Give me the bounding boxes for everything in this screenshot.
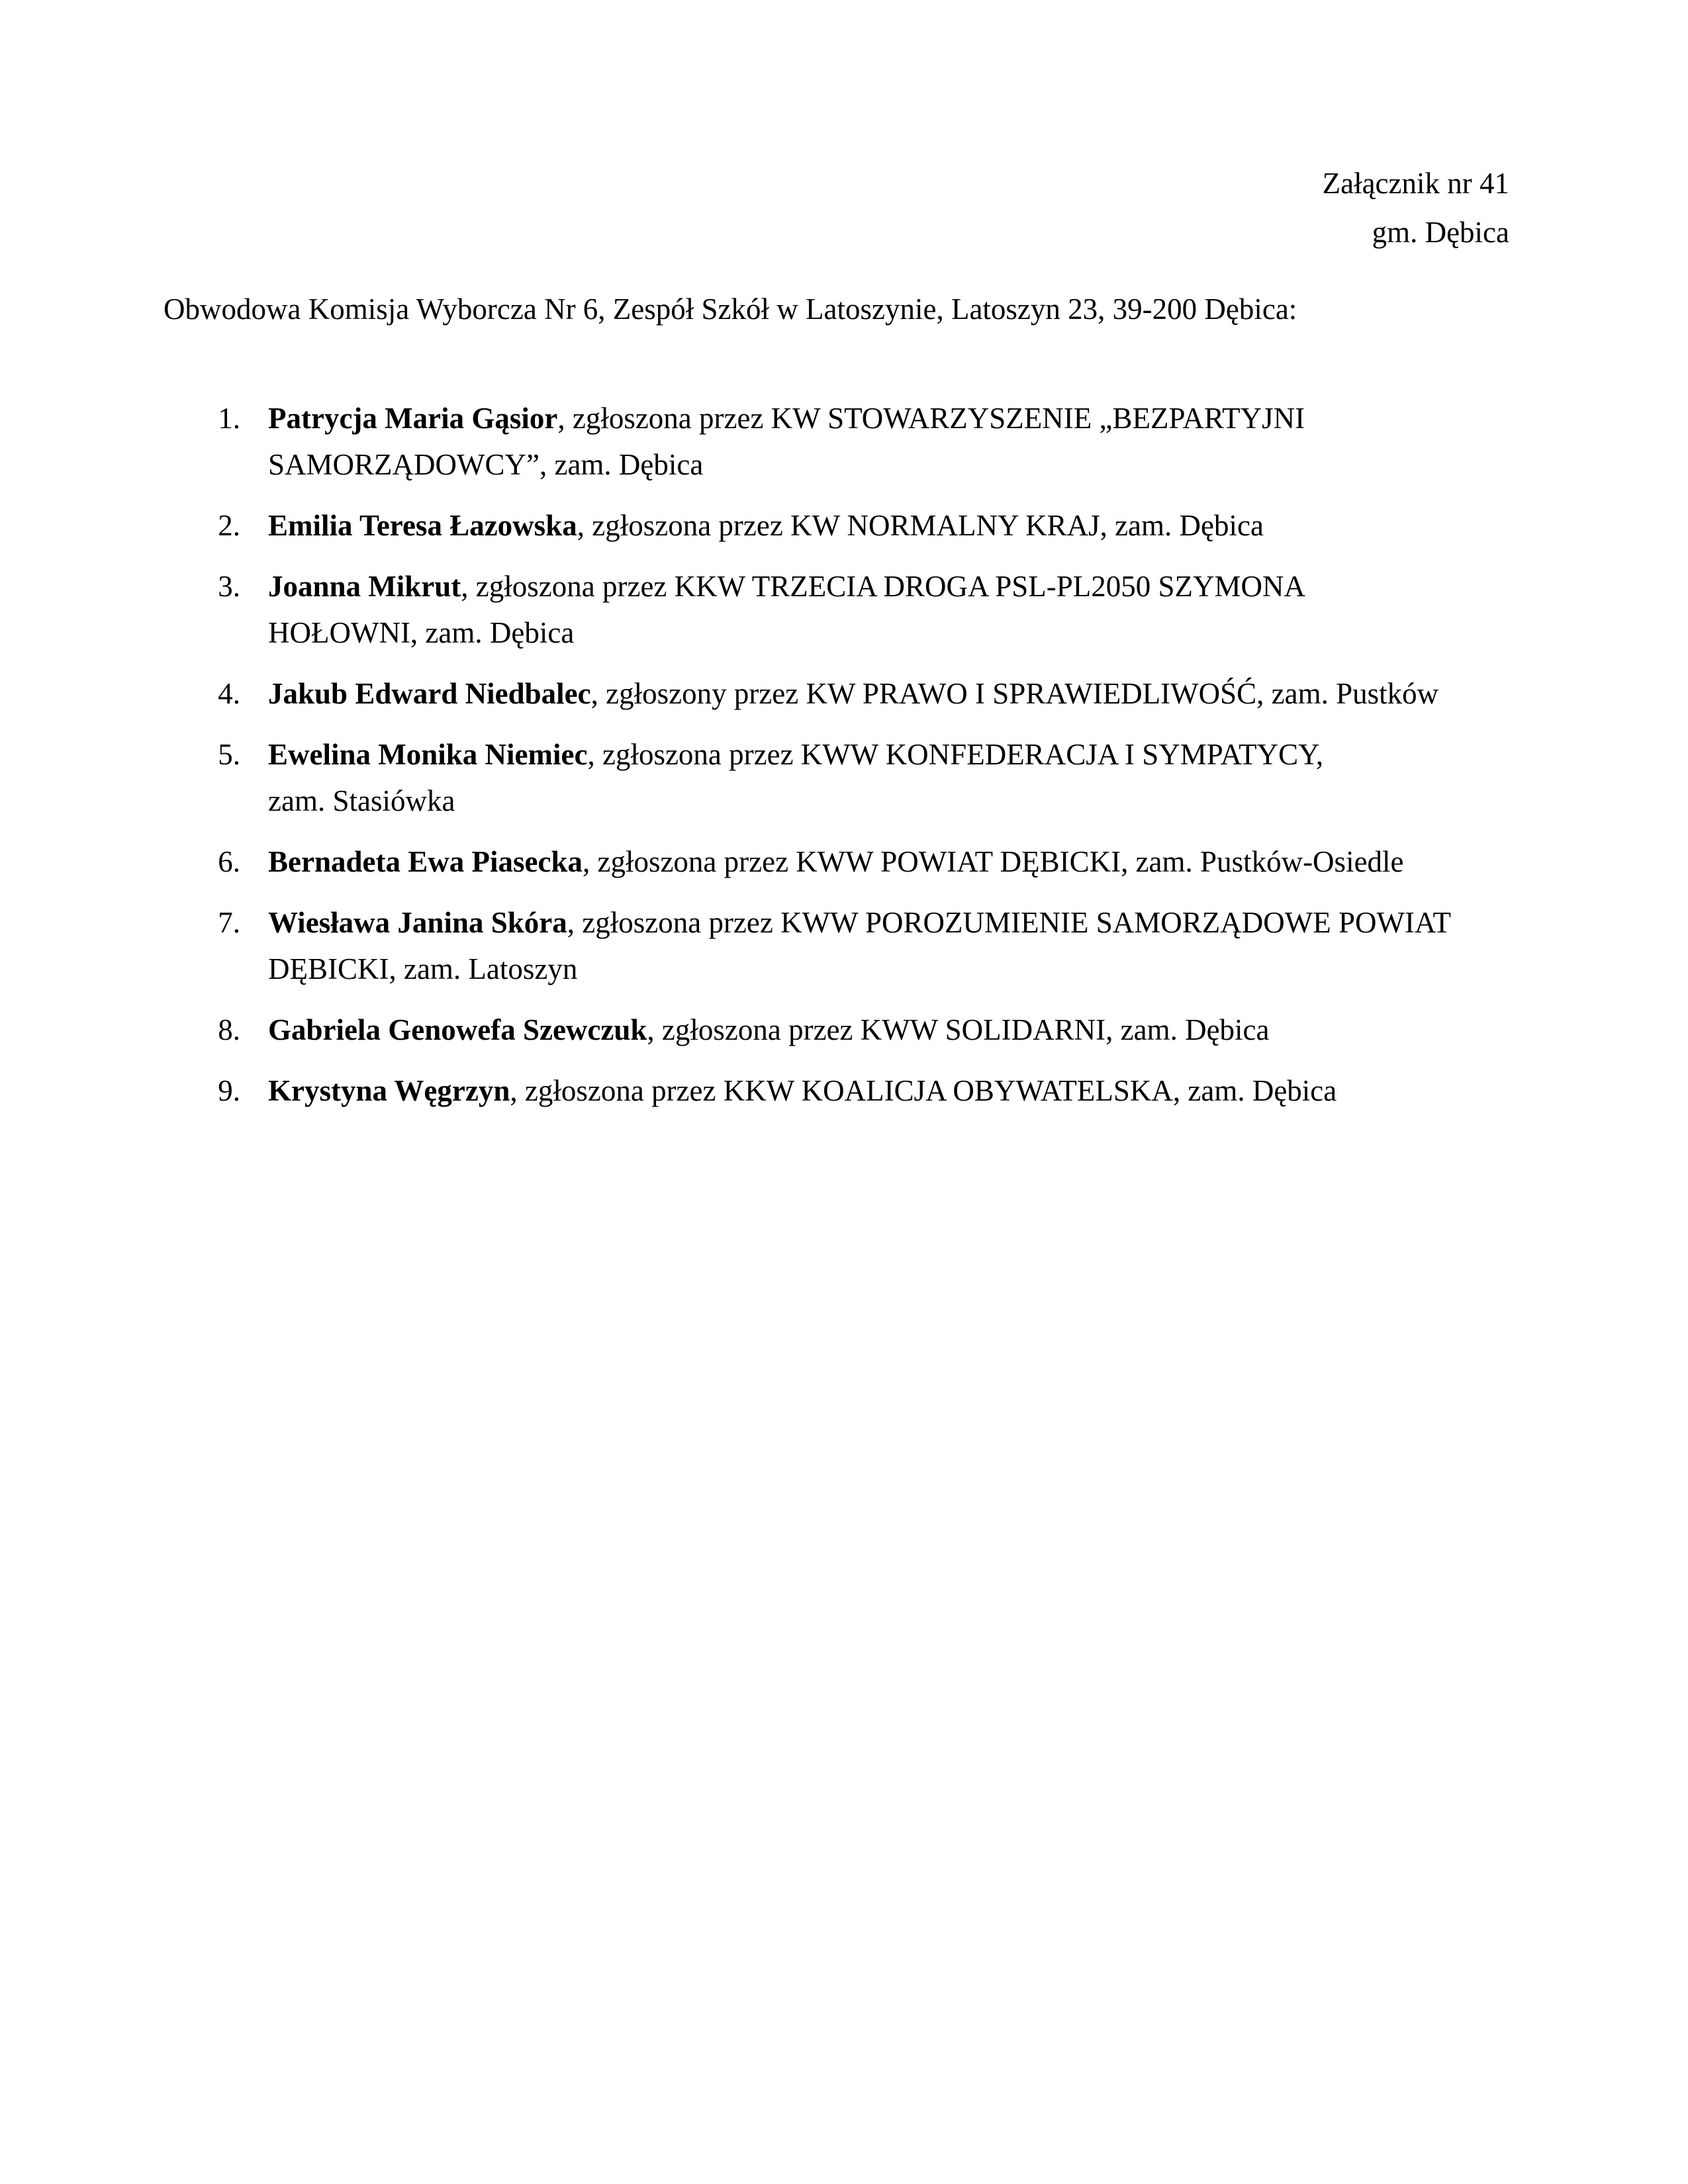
member-item: [164, 1007, 1527, 1053]
member-details: , zgłoszona przez KW STOWARZYSZENIE „BEZPARTYJNI: [557, 402, 1305, 435]
member-details: , zgłoszona przez KKW KOALICJA OBYWATELSKA, zam. Dębica: [510, 1074, 1337, 1107]
member-number: 7.: [218, 906, 240, 939]
member-details-continued: HOŁOWNI, zam. Dębica: [268, 616, 575, 649]
member-details: , zgłoszona przez KWW SOLIDARNI, zam. Dębica: [647, 1013, 1270, 1046]
attachment-municipality: gm. Dębica: [1372, 216, 1509, 249]
member-number: 8.: [218, 1013, 240, 1046]
member-item: [164, 502, 1527, 549]
members-list: [164, 395, 1527, 1128]
member-text: [268, 502, 1527, 549]
member-name: Ewelina Monika Niemiec: [268, 738, 588, 771]
member-item: [164, 670, 1527, 717]
member-details-continued: DĘBICKI, zam. Latoszyn: [268, 952, 578, 985]
member-name: Bernadeta Ewa Piasecka: [268, 845, 583, 878]
member-details-continued: zam. Stasiówka: [268, 784, 455, 817]
member-text: [268, 1007, 1527, 1053]
member-name: Patrycja Maria Gąsior: [268, 402, 558, 435]
member-details: , zgłoszona przez KKW TRZECIA DROGA PSL-PL2050 SZYMONA: [461, 570, 1306, 603]
member-number: 1.: [218, 402, 240, 435]
member-name: Gabriela Genowefa Szewczuk: [268, 1013, 647, 1046]
member-text: [268, 395, 1527, 488]
member-text: [268, 670, 1527, 717]
member-number: 6.: [218, 845, 240, 878]
member-text: [268, 731, 1527, 824]
member-name: Jakub Edward Niedbalec: [268, 677, 591, 710]
member-number: 2.: [218, 509, 240, 542]
member-name: Joanna Mikrut: [268, 570, 461, 603]
member-item: [164, 395, 1527, 488]
member-details: , zgłoszona przez KWW KONFEDERACJA I SYMPATYCY,: [587, 738, 1324, 771]
member-item: [164, 899, 1527, 992]
attachment-header: [1323, 159, 1509, 257]
member-details: , zgłoszony przez KW PRAWO I SPRAWIEDLIWOŚĆ, zam. Pustków: [590, 677, 1439, 710]
commission-heading: Obwodowa Komisja Wyborcza Nr 6, Zespół Szkół w Latoszynie, Latoszyn 23, 39-200 Dębica:: [164, 293, 1297, 326]
member-details: , zgłoszona przez KWW POROZUMIENIE SAMORZĄDOWE POWIAT: [567, 906, 1451, 939]
member-name: Krystyna Węgrzyn: [268, 1074, 510, 1107]
member-name: Wiesława Janina Skóra: [268, 906, 567, 939]
member-text: [268, 563, 1527, 656]
attachment-label: Załącznik nr 41: [1322, 167, 1509, 200]
member-details: , zgłoszona przez KWW POWIAT DĘBICKI, zam. Pustków-Osiedle: [582, 845, 1404, 878]
member-text: [268, 839, 1527, 885]
member-item: [164, 1068, 1527, 1114]
member-item: [164, 839, 1527, 885]
member-item: [164, 731, 1527, 824]
member-text: [268, 1068, 1527, 1114]
member-number: 4.: [218, 677, 240, 710]
member-item: [164, 563, 1527, 656]
member-name: Emilia Teresa Łazowska: [268, 509, 577, 542]
member-text: [268, 899, 1527, 992]
member-details-continued: SAMORZĄDOWCY”, zam. Dębica: [268, 448, 704, 481]
member-number: 5.: [218, 738, 240, 771]
member-number: 9.: [218, 1074, 240, 1107]
member-details: , zgłoszona przez KW NORMALNY KRAJ, zam. Dębica: [577, 509, 1264, 542]
member-number: 3.: [218, 570, 240, 603]
